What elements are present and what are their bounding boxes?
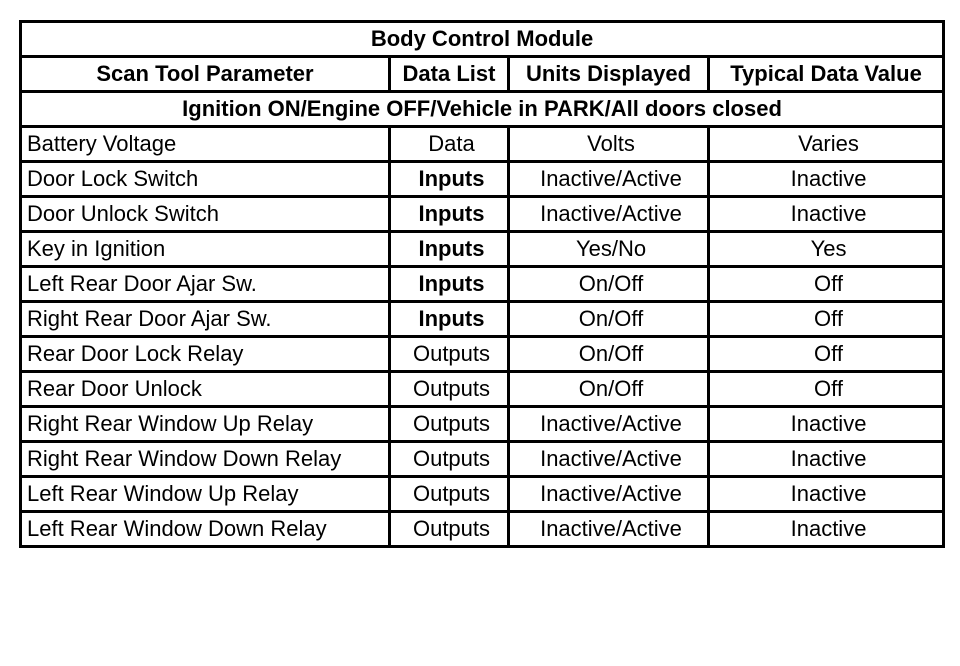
cell-data-list: Outputs xyxy=(390,337,509,372)
cell-typical-value: Inactive xyxy=(709,162,944,197)
cell-data-list: Outputs xyxy=(390,512,509,547)
table-row xyxy=(21,337,944,372)
table-row xyxy=(21,372,944,407)
table-row xyxy=(21,477,944,512)
cell-parameter: Rear Door Unlock xyxy=(21,372,390,407)
cell-data-list: Inputs xyxy=(390,162,509,197)
cell-typical-value: Varies xyxy=(709,127,944,162)
table-row xyxy=(21,267,944,302)
cell-units: Inactive/Active xyxy=(509,512,709,547)
cell-parameter: Battery Voltage xyxy=(21,127,390,162)
cell-data-list: Inputs xyxy=(390,267,509,302)
cell-typical-value: Inactive xyxy=(709,512,944,547)
table-row xyxy=(21,127,944,162)
cell-units: Inactive/Active xyxy=(509,442,709,477)
cell-units: On/Off xyxy=(509,372,709,407)
condition-label: Ignition ON/Engine OFF/Vehicle in PARK/All doors closed xyxy=(21,92,944,127)
cell-typical-value: Inactive xyxy=(709,442,944,477)
cell-parameter: Left Rear Window Up Relay xyxy=(21,477,390,512)
table-header-row xyxy=(21,57,944,92)
cell-parameter: Right Rear Window Down Relay xyxy=(21,442,390,477)
table-title-row xyxy=(21,22,944,57)
cell-data-list: Inputs xyxy=(390,302,509,337)
cell-typical-value: Off xyxy=(709,337,944,372)
table-title: Body Control Module xyxy=(21,22,944,57)
cell-units: Inactive/Active xyxy=(509,477,709,512)
cell-units: Yes/No xyxy=(509,232,709,267)
cell-typical-value: Yes xyxy=(709,232,944,267)
table-row xyxy=(21,302,944,337)
table-row xyxy=(21,512,944,547)
cell-typical-value: Off xyxy=(709,267,944,302)
header-typical-data-value: Typical Data Value xyxy=(709,57,944,92)
cell-data-list: Outputs xyxy=(390,477,509,512)
table-row xyxy=(21,232,944,267)
table-row xyxy=(21,162,944,197)
bcm-data-table xyxy=(19,20,945,548)
cell-typical-value: Off xyxy=(709,302,944,337)
header-units-displayed: Units Displayed xyxy=(509,57,709,92)
cell-data-list: Outputs xyxy=(390,442,509,477)
cell-parameter: Door Lock Switch xyxy=(21,162,390,197)
cell-parameter: Rear Door Lock Relay xyxy=(21,337,390,372)
cell-parameter: Left Rear Door Ajar Sw. xyxy=(21,267,390,302)
header-scan-tool-parameter: Scan Tool Parameter xyxy=(21,57,390,92)
cell-parameter: Key in Ignition xyxy=(21,232,390,267)
header-data-list: Data List xyxy=(390,57,509,92)
cell-parameter: Left Rear Window Down Relay xyxy=(21,512,390,547)
cell-units: Volts xyxy=(509,127,709,162)
cell-typical-value: Inactive xyxy=(709,477,944,512)
cell-data-list: Inputs xyxy=(390,197,509,232)
cell-units: On/Off xyxy=(509,337,709,372)
cell-typical-value: Inactive xyxy=(709,407,944,442)
cell-data-list: Data xyxy=(390,127,509,162)
cell-parameter: Right Rear Window Up Relay xyxy=(21,407,390,442)
cell-units: Inactive/Active xyxy=(509,197,709,232)
cell-units: On/Off xyxy=(509,302,709,337)
cell-units: On/Off xyxy=(509,267,709,302)
cell-parameter: Door Unlock Switch xyxy=(21,197,390,232)
table-row xyxy=(21,407,944,442)
table-body xyxy=(21,127,944,547)
cell-typical-value: Inactive xyxy=(709,197,944,232)
cell-parameter: Right Rear Door Ajar Sw. xyxy=(21,302,390,337)
bcm-data-table-wrapper xyxy=(19,20,942,548)
cell-units: Inactive/Active xyxy=(509,407,709,442)
table-row xyxy=(21,442,944,477)
cell-units: Inactive/Active xyxy=(509,162,709,197)
cell-data-list: Outputs xyxy=(390,407,509,442)
cell-typical-value: Off xyxy=(709,372,944,407)
condition-row xyxy=(21,92,944,127)
table-row xyxy=(21,197,944,232)
cell-data-list: Outputs xyxy=(390,372,509,407)
cell-data-list: Inputs xyxy=(390,232,509,267)
